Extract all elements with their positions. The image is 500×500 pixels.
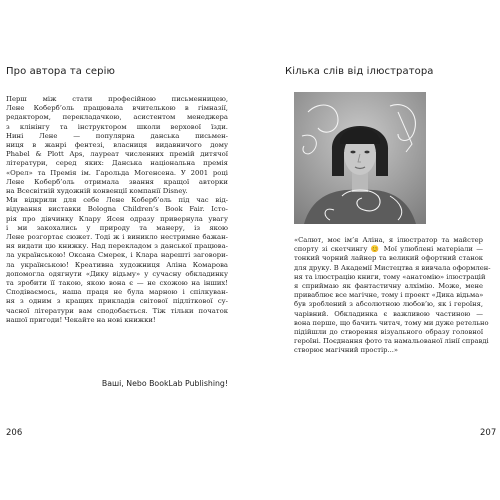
text-line: Ми відкрили для себе Лене Коберб’оль під час від- — [6, 196, 228, 205]
right-page — [250, 0, 500, 500]
text-line: допомогла одягнути «Дику відьму» у сучасну обкладинку — [6, 269, 228, 278]
text-line: «Орел» та Премія ім. Гарольда Могенсена. У 2001 році — [6, 168, 228, 177]
text-line: та зробити її такою, якою вона є — не схожою на інших! — [6, 279, 228, 288]
text-line: нашої пригоди! Чекайте на нові книжки! — [6, 315, 156, 324]
text-line: редактором, перекладачкою, асистентом менеджера — [6, 113, 228, 122]
text-line: часної літератури вам сподобається. Тіж тільки початок — [6, 306, 228, 315]
text-line: Лене Коберб’оль працювала вчителькою в гімназії, — [6, 104, 228, 113]
text-line: «Салют, моє ім’я Аліна, я ілюстратор та майстер — [294, 236, 483, 244]
publisher-signoff: Ваші, Nebo BookLab Publishing! — [101, 379, 228, 388]
text-line: ла українською! Креативна художниця Аліна Комарова — [6, 260, 228, 269]
illustrator-portrait — [294, 92, 426, 224]
page-number-right: 207 — [480, 428, 497, 438]
text-line: відування виставки Bologna Children’s Book Fair. Істо- — [6, 205, 228, 214]
illustrator-note-text — [294, 236, 491, 356]
text-line: Сподіваємось, наша праця не була марною і спілкуван- — [6, 288, 228, 297]
text-line: Нині Лене — популярна данська письмен- — [6, 131, 228, 140]
text-line: ниця в жанрі фентезі, власниця видавничого дому — [6, 141, 228, 150]
text-line: Лене розгортає сюжет. Тоді ж і виникло нестримне бажан- — [6, 233, 228, 242]
text-line: літератури, серед яких: Данська національна премія — [6, 159, 228, 168]
text-line: з клінінгу та інструктором школи верхової їзди. — [6, 122, 228, 131]
text-line: я сприймаю як фантастичну алхімію. Може, мене — [294, 282, 483, 291]
text-line: спорту зі скетчингу 😊 Мої улюблені матеріали — — [294, 245, 483, 254]
text-line: підійшли до створення візуального образу головної — [294, 328, 483, 337]
text-line: на Всесвітній художній конвенції компанії Disney. — [6, 187, 188, 196]
text-line: вона перше, що бачить читач, тому ми дуже ретельно — [294, 318, 489, 327]
text-line: і ми закохались у природу та манеру, із якою — [6, 223, 228, 232]
portrait-illustration — [294, 92, 426, 224]
about-author-text — [6, 95, 228, 325]
text-line: ла українською! Оксана Смерек, і Клара нарешті заговори- — [6, 251, 228, 260]
text-line: створює магічний простір...» — [294, 346, 399, 355]
text-line: ня видати цю книжку. Над перекладом з данської працюва- — [6, 242, 228, 251]
text-line: Перш між стати професійною письменницею, — [6, 95, 228, 103]
text-line: тонкий чорний лайнер та великий офортний станок — [294, 254, 483, 263]
page-number-left: 206 — [6, 428, 23, 438]
text-line: ня та ілюстрацію книги, тому «анатомію» ілюстрацій — [294, 272, 486, 281]
right-page-heading: Кілька слів від ілюстратора — [285, 66, 434, 77]
text-line: для друку. В Академії Мистецтва я вивчала оформлен- — [294, 263, 491, 272]
text-line: приваблює все магічне, тому і проект «Дика відьма» — [294, 291, 484, 300]
text-line: героїні. Поєднання фото та намальованої лінії справді — [294, 337, 489, 346]
left-page-heading: Про автора та серію — [6, 66, 116, 77]
text-line: був зроблений з абсолютною любов’ю, як і героїня, — [294, 300, 483, 309]
text-line: Phabel & Plott Aps, лауреат численних премій дитячої — [6, 150, 228, 159]
text-line: рія про дівчинку Клару Ясен одразу привернула увагу — [6, 214, 228, 223]
text-line: Лене Коберб’оль отримала звання кращої авторки — [6, 177, 228, 186]
text-line: ня з одним з кращих прикладів світової підліткової су- — [6, 297, 228, 306]
text-line: чарівний. Обкладинка є важливою частиною — — [294, 309, 483, 318]
